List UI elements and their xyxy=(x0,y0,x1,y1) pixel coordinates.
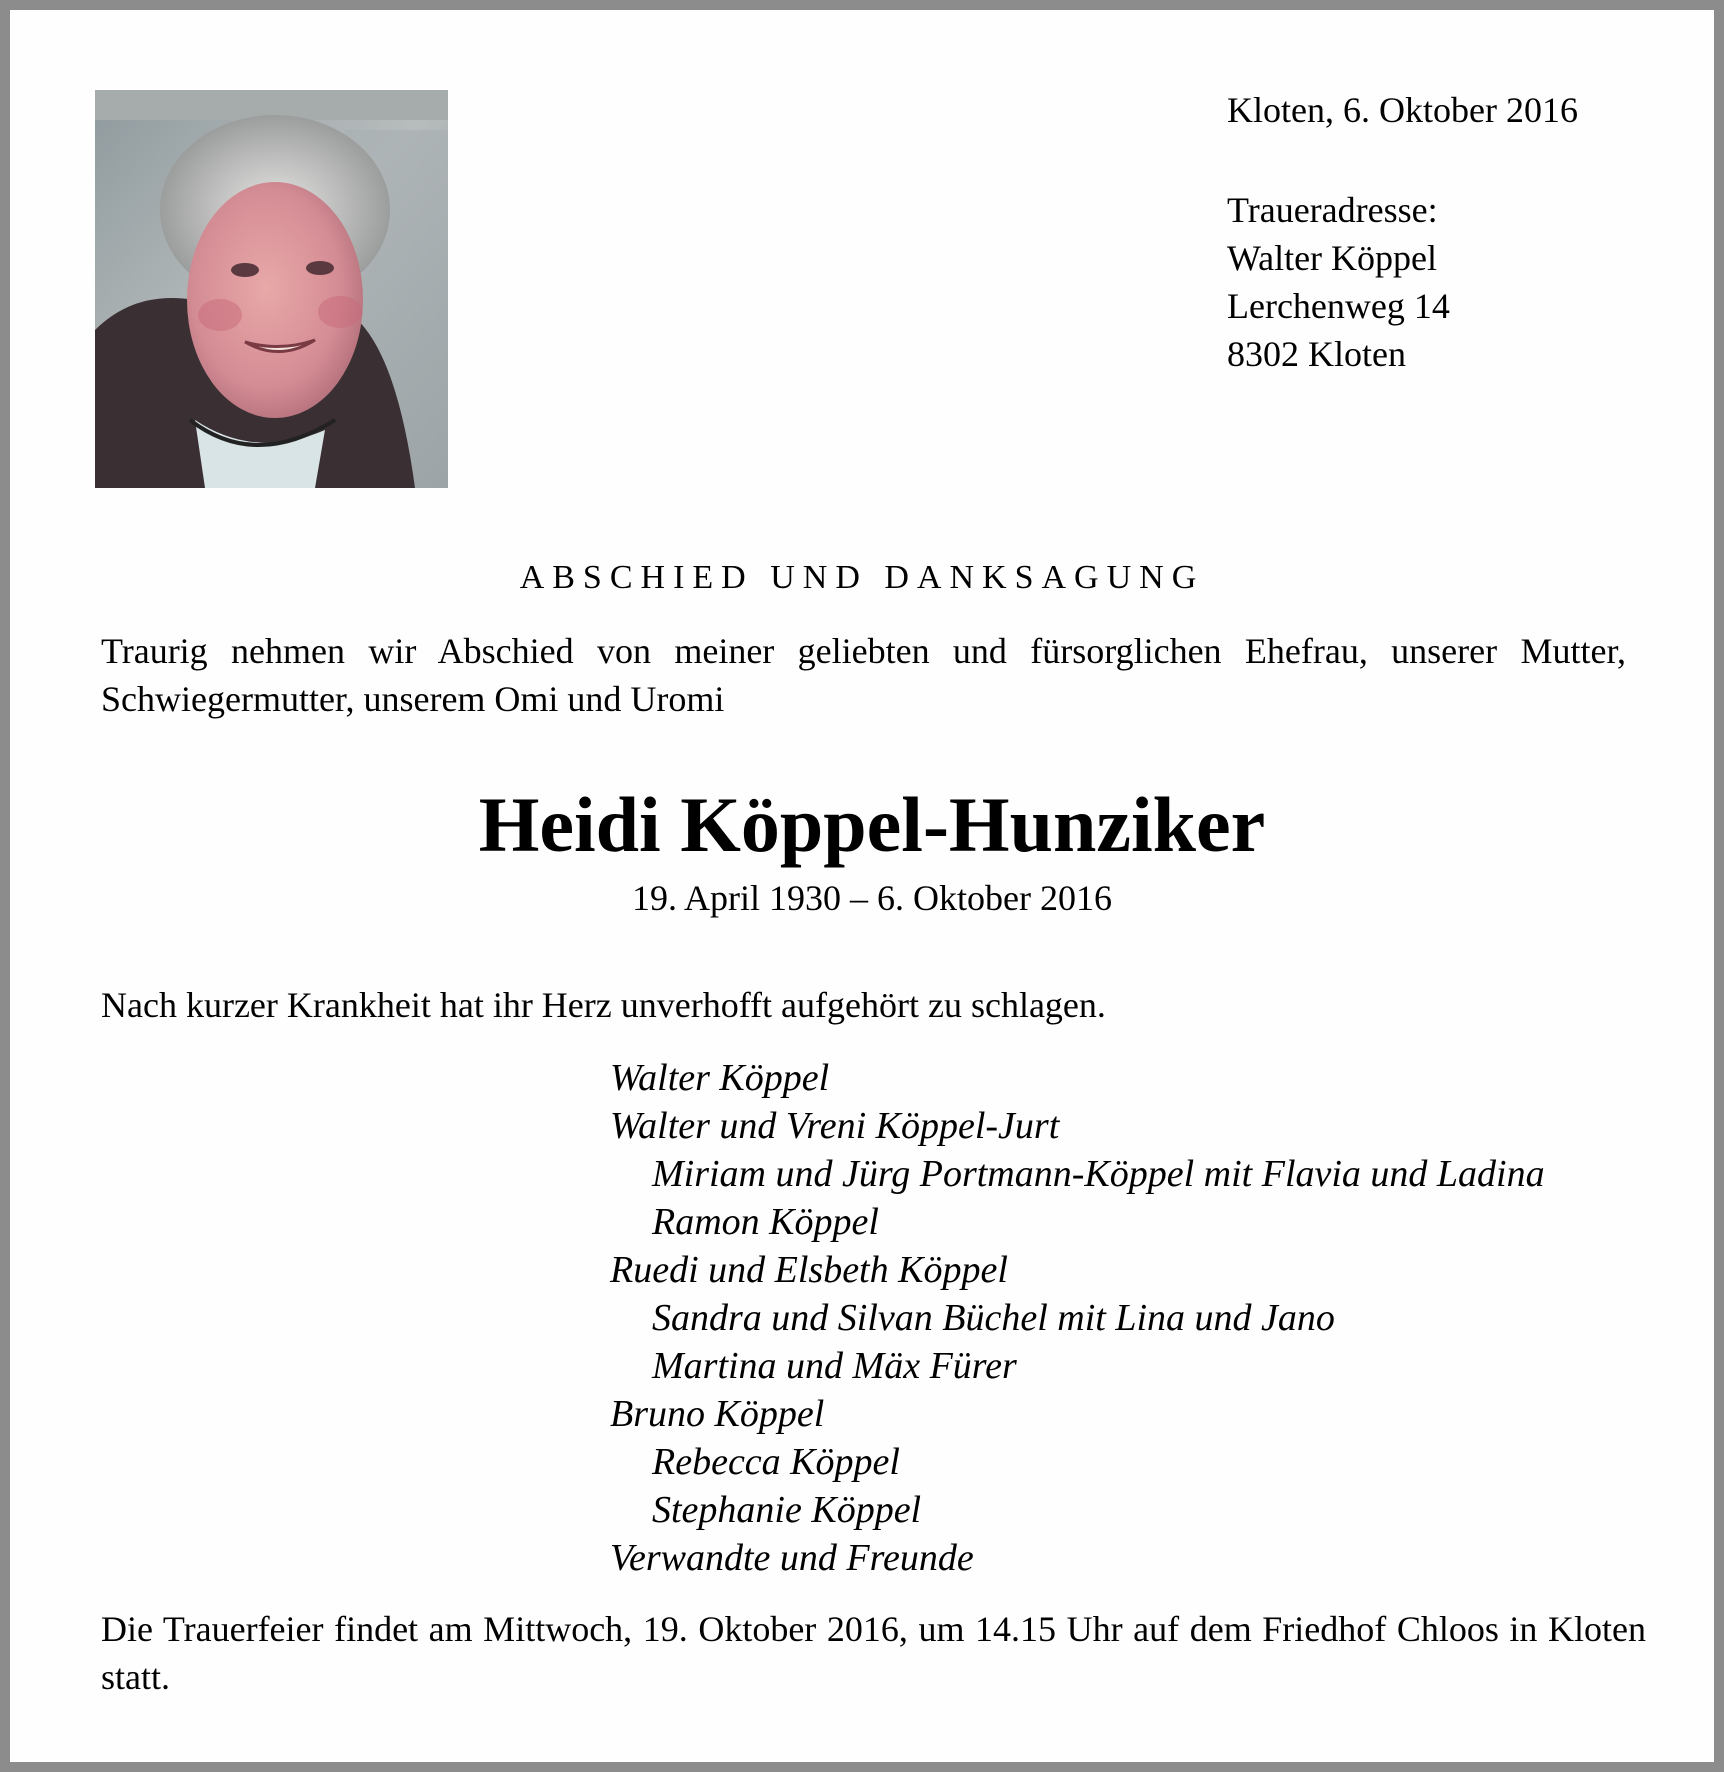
address-city: 8302 Kloten xyxy=(1227,334,1406,374)
ceremony-paragraph: Die Trauerfeier findet am Mittwoch, 19. Oktober 2016, um 14.15 Uhr auf dem Friedhof Chloos in Kloten statt. xyxy=(101,1609,1646,1697)
address-street: Lerchenweg 14 xyxy=(1227,286,1450,326)
address-label: Traueradresse: xyxy=(1227,190,1438,230)
obituary-sheet xyxy=(10,10,1714,1762)
mourner-entry: Martina und Mäx Fürer xyxy=(652,1345,1017,1387)
portrait-photo xyxy=(95,90,448,488)
mourner-entry: Sandra und Silvan Büchel mit Lina und Jano xyxy=(652,1297,1335,1339)
mourner-entry: Miriam und Jürg Portmann-Köppel mit Flavia und Ladina xyxy=(652,1153,1545,1195)
mourner-entry: Stephanie Köppel xyxy=(652,1489,922,1531)
notice-line: Nach kurzer Krankheit hat ihr Herz unverhofft aufgehört zu schlagen. xyxy=(101,985,1106,1025)
portrait-image xyxy=(95,90,448,488)
mourner-entry: Verwandte und Freunde xyxy=(610,1537,974,1579)
mourner-entry: Walter Köppel xyxy=(610,1057,830,1099)
intro-paragraph: Traurig nehmen wir Abschied von meiner geliebten und fürsorglichen Ehefrau, unserer Mutter, Schwiegermutter, unserem Omi und Uromi xyxy=(101,631,1626,719)
dateline: Kloten, 6. Oktober 2016 xyxy=(1227,90,1578,130)
address-name: Walter Köppel xyxy=(1227,238,1438,278)
mourner-entry: Walter und Vreni Köppel-Jurt xyxy=(610,1105,1060,1147)
mourner-entry: Rebecca Köppel xyxy=(652,1441,900,1483)
mourner-entry: Ruedi und Elsbeth Köppel xyxy=(610,1249,1008,1291)
mourner-entry: Bruno Köppel xyxy=(610,1393,825,1435)
mourner-entry: Ramon Köppel xyxy=(652,1201,879,1243)
mourning-address xyxy=(1227,186,1450,378)
lifespan-dates: 19. April 1930 – 6. Oktober 2016 xyxy=(632,878,1112,918)
deceased-name: Heidi Köppel-Hunziker xyxy=(478,781,1266,868)
section-heading: ABSCHIED UND DANKSAGUNG xyxy=(519,559,1205,596)
mourners-list xyxy=(610,1054,1545,1582)
